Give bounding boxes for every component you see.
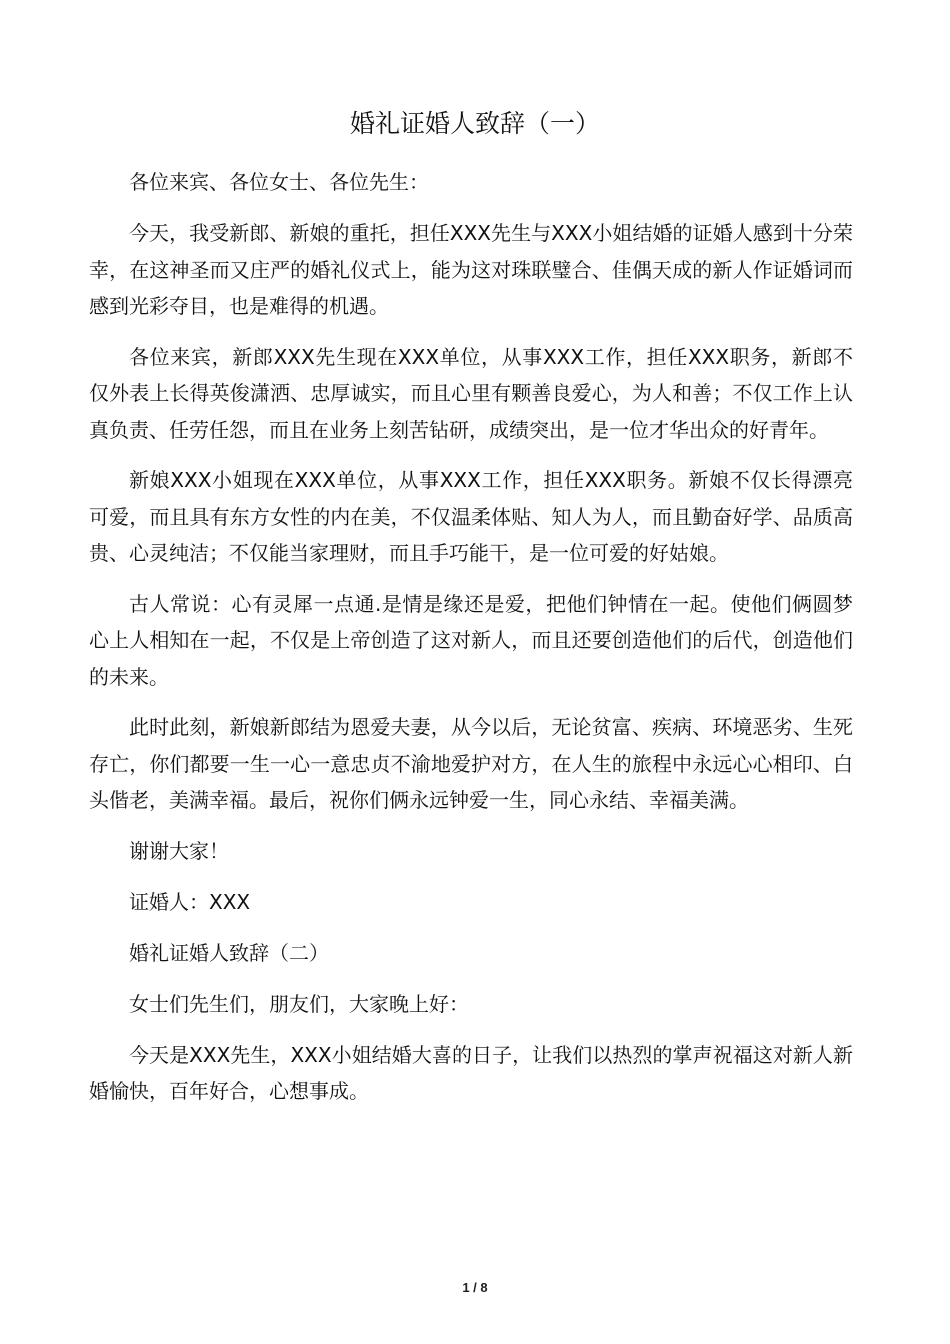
paragraph-saying: 古人常说：心有灵犀一点通.是情是缘还是爱，把他们钟情在一起。使他们俩圆梦心上人相知在一起，不仅是上帝创造了这对新人，而且还要创造他们的后代，创造他们的未来。	[89, 591, 853, 689]
paragraph-congrats: 今天是XXX先生，XXX小姐结婚大喜的日子，让我们以热烈的掌声祝福这对新人新婚愉快，百年好合，心想事成。	[89, 1042, 853, 1103]
paragraph-vows: 此时此刻，新娘新郎结为恩爱夫妻，从今以后，无论贫富、疾病、环境恶劣、生死存亡，你们都要一生一心一意忠贞不渝地爱护对方，在人生的旅程中永远心心相印、白头偕老，美满幸福。最后，祝你们俩永远钟爱一生，同心永结、幸福美满。	[89, 715, 853, 812]
document-title: 婚礼证婚人致辞（一）	[349, 109, 600, 138]
page-indicator: 1 / 8	[462, 1280, 488, 1295]
section-title-two: 婚礼证婚人致辞（二）	[129, 940, 329, 965]
paragraph-groom: 各位来宾，新郎XXX先生现在XXX单位，从事XXX工作，担任XXX职务，新郎不仅外表上长得英俊潇洒、忠厚诚实，而且心里有颗善良爱心，为人和善；不仅工作上认真负责、任劳任怨，而且在业务上刻苦钻研，成绩突出，是一位才华出众的好青年。	[89, 344, 853, 442]
paragraph-greeting-two: 女士们先生们，朋友们，大家晚上好：	[129, 991, 469, 1016]
document-body	[89, 164, 853, 1124]
paragraph-signature: 证婚人：XXX	[129, 889, 251, 914]
paragraph-bride: 新娘XXX小姐现在XXX单位，从事XXX工作，担任XXX职务。新娘不仅长得漂亮可爱，而且具有东方女性的内在美，不仅温柔体贴、知人为人，而且勤奋好学、品质高贵、心灵纯洁；不仅能当家理财，而且手巧能干，是一位可爱的好姑娘。	[89, 468, 853, 565]
paragraph-thanks: 谢谢大家！	[129, 838, 229, 863]
paragraph-greeting: 各位来宾、各位女士、各位先生：	[129, 170, 429, 194]
paragraph-intro: 今天，我受新郎、新娘的重托，担任XXX先生与XXX小姐结婚的证婚人感到十分荣幸，在这神圣而又庄严的婚礼仪式上，能为这对珠联璧合、佳偶天成的新人作证婚词而感到光彩夺目，也是难得的机遇。	[89, 221, 853, 318]
